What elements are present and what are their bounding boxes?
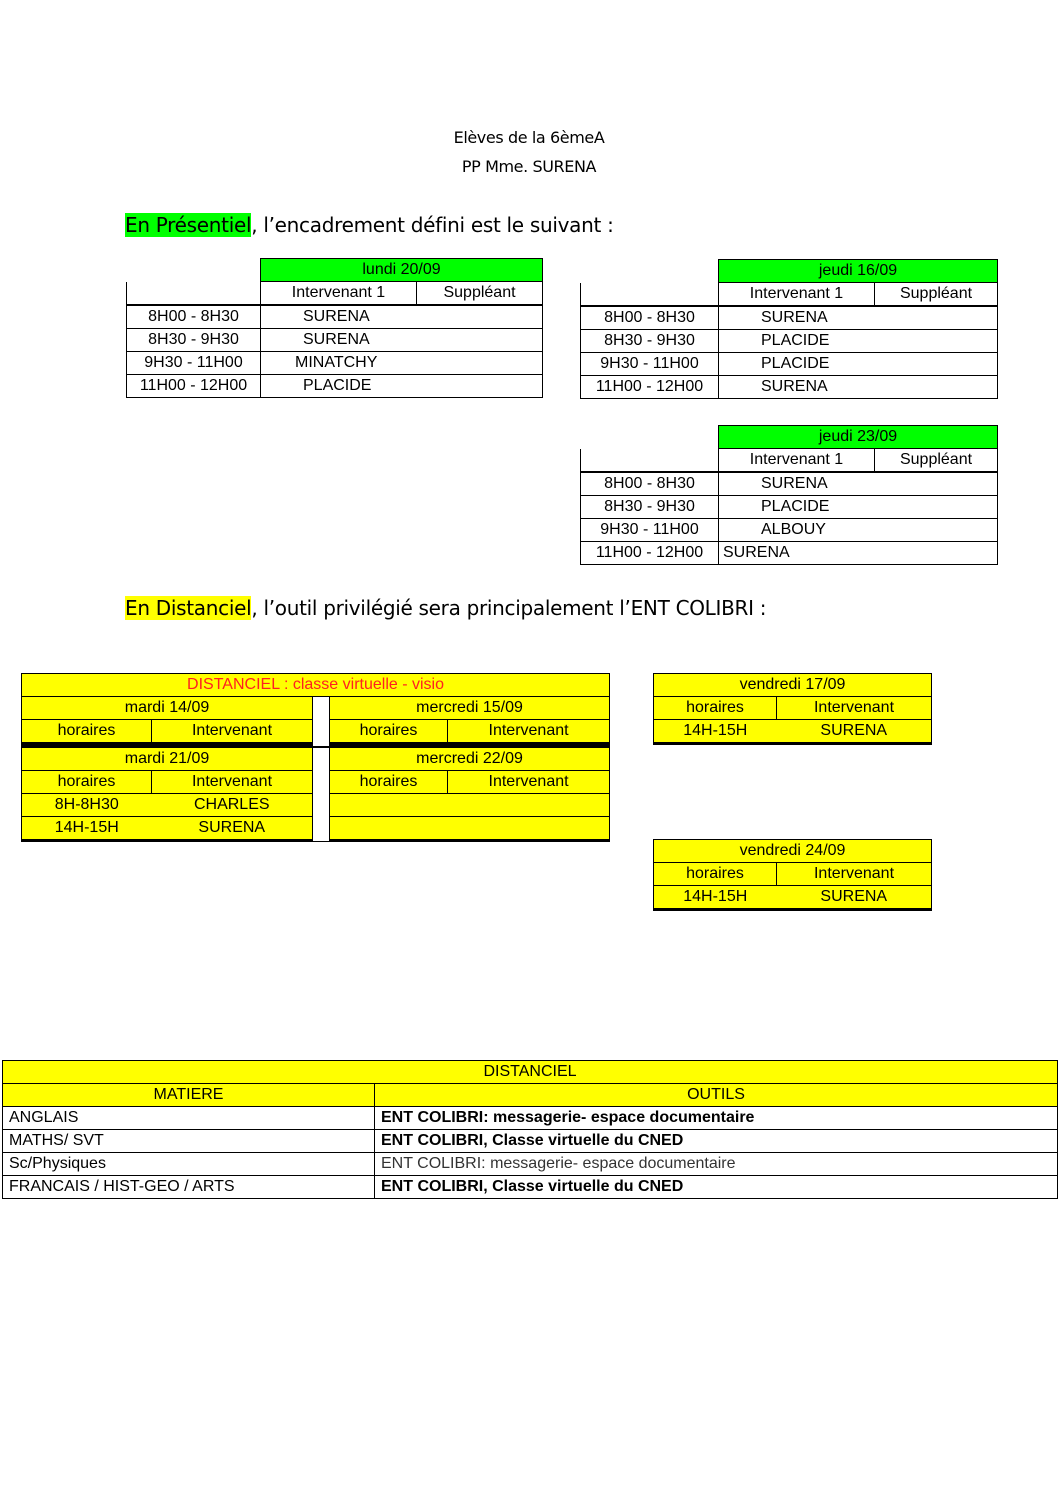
table-row: ANGLAIS ENT COLIBRI: messagerie- espace documentaire: [3, 1107, 1058, 1130]
outils-table: [2, 1060, 1058, 1199]
distanciel-table-vendredi-24: vendredi 24/09 horaires Intervenant 14H-15H SURENA: [653, 839, 932, 911]
table-row: 8H00 - 8H30 SURENA: [581, 472, 998, 496]
page-title: Elèves de la 6èmeA: [453, 128, 605, 147]
col-outils: OUTILS: [375, 1084, 1058, 1107]
col-intervenant: Intervenant 1: [719, 449, 875, 473]
day-header: mardi 14/09: [22, 697, 313, 720]
day-header: mercredi 15/09: [330, 697, 610, 720]
table-row: Sc/Physiques ENT COLIBRI: messagerie- espace documentaire: [3, 1153, 1058, 1176]
presentiel-table-jeudi-16: [580, 259, 998, 399]
distanciel-block-title: DISTANCIEL : classe virtuelle - visio: [22, 674, 610, 697]
outils-title: DISTANCIEL: [3, 1061, 1058, 1084]
presentiel-text: , l’encadrement défini est le suivant :: [251, 213, 614, 237]
distanciel-visio-table: DISTANCIEL : classe virtuelle - visio mardi 14/09 mercredi 15/09 horaires Intervenant horaires Intervenant mardi 21/09 mercredi 22/09 horaires Intervenant horaires Intervenant 8H-8H30 CHARLES 14H-15H SURENA: [21, 673, 610, 842]
table-row: 8H30 - 9H30 PLACIDE: [581, 330, 998, 353]
table-row: 9H30 - 11H00 MINATCHY: [127, 352, 543, 375]
table-row: 8H-8H30 CHARLES: [22, 794, 610, 817]
presentiel-table-lundi: [126, 258, 543, 398]
day-header: jeudi 16/09: [719, 260, 998, 283]
table-row: 14H-15H SURENA: [654, 886, 932, 909]
day-header: vendredi 24/09: [654, 840, 932, 863]
day-header: vendredi 17/09: [654, 674, 932, 697]
distanciel-text: , l’outil privilégié sera principalement l’ENT COLIBRI :: [251, 596, 767, 620]
col-matiere: MATIERE: [3, 1084, 375, 1107]
col-suppleant: Suppléant: [417, 282, 543, 306]
distanciel-intro: [125, 596, 766, 620]
table-row: 11H00 - 12H00 PLACIDE: [127, 375, 543, 398]
table-row: 8H00 - 8H30 SURENA: [581, 306, 998, 330]
table-row: 14H-15H SURENA: [654, 720, 932, 743]
table-row: FRANCAIS / HIST-GEO / ARTS ENT COLIBRI, Classe virtuelle du CNED: [3, 1176, 1058, 1199]
table-row: 11H00 - 12H00 SURENA: [581, 542, 998, 565]
day-header: mercredi 22/09: [330, 748, 610, 771]
col-suppleant: Suppléant: [875, 283, 998, 307]
table-row: 8H30 - 9H30 PLACIDE: [581, 496, 998, 519]
table-row: 8H00 - 8H30 SURENA: [127, 305, 543, 329]
col-intervenant: Intervenant 1: [261, 282, 417, 306]
table-row: 9H30 - 11H00 PLACIDE: [581, 353, 998, 376]
table-row: 9H30 - 11H00 ALBOUY: [581, 519, 998, 542]
presentiel-highlight: En Présentiel: [125, 213, 252, 237]
presentiel-intro: [125, 213, 614, 237]
page-subtitle: PP Mme. SURENA: [461, 157, 597, 176]
day-header: mardi 21/09: [22, 748, 313, 771]
distanciel-highlight: En Distanciel: [125, 596, 252, 620]
table-row: 11H00 - 12H00 SURENA: [581, 376, 998, 399]
day-header: lundi 20/09: [261, 259, 543, 282]
col-intervenant: Intervenant 1: [719, 283, 875, 307]
col-suppleant: Suppléant: [875, 449, 998, 473]
table-row: 14H-15H SURENA: [22, 817, 610, 840]
table-row: MATHS/ SVT ENT COLIBRI, Classe virtuelle du CNED: [3, 1130, 1058, 1153]
day-header: jeudi 23/09: [719, 426, 998, 449]
distanciel-table-vendredi-17: vendredi 17/09 horaires Intervenant 14H-15H SURENA: [653, 673, 932, 745]
table-row: 8H30 - 9H30 SURENA: [127, 329, 543, 352]
presentiel-table-jeudi-23: [580, 425, 998, 565]
